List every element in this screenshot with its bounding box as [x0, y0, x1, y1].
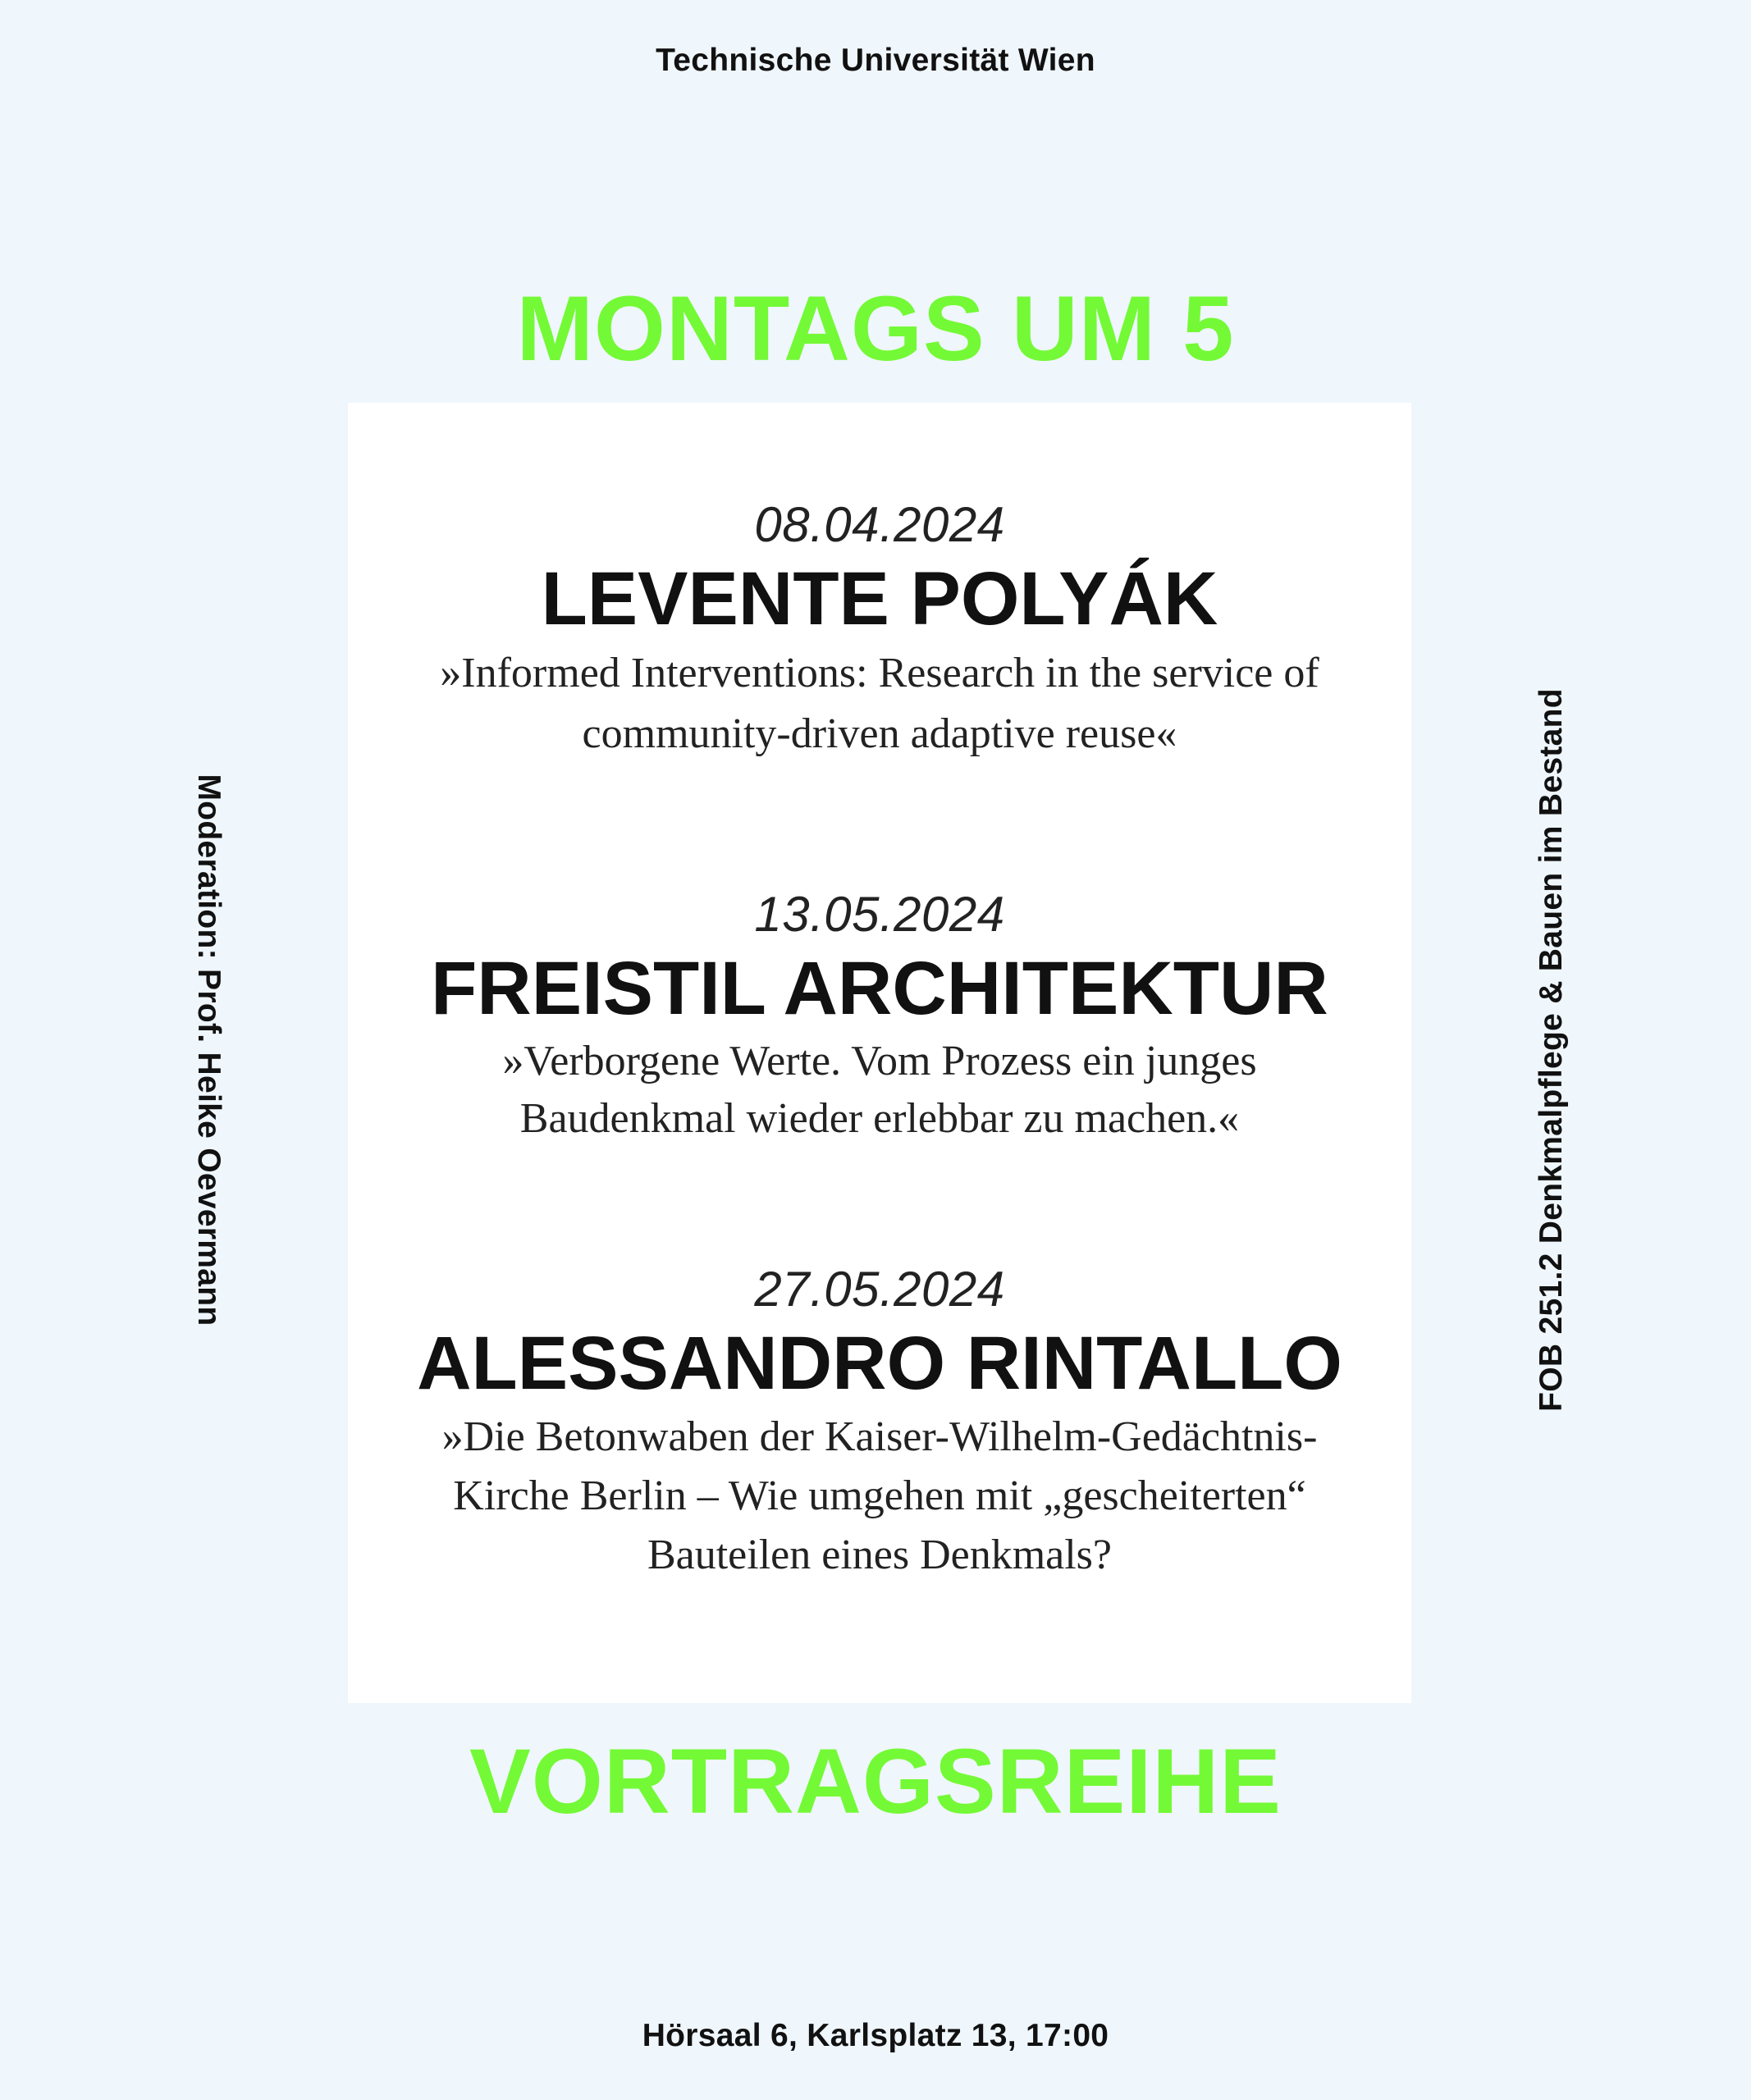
event-title [348, 643, 1411, 765]
institution-name: Technische Universität Wien [656, 43, 1095, 78]
event-speaker: FREISTIL ARCHITEKTUR [431, 947, 1328, 1030]
event-title [348, 1033, 1411, 1148]
event-speaker: LEVENTE POLYÁK [541, 557, 1218, 641]
event-title-line: Bauteilen eines Denkmals? [647, 1532, 1113, 1578]
event-2 [348, 887, 1411, 1148]
event-title-line: »Verborgene Werte. Vom Prozess ein junges [502, 1038, 1257, 1084]
event-1 [348, 497, 1411, 765]
event-title [348, 1408, 1411, 1585]
event-date: 08.04.2024 [754, 497, 1005, 552]
event-date: 13.05.2024 [754, 887, 1005, 942]
event-title-line: Kirche Berlin – Wie umgehen mit „gescheiterten“ [453, 1472, 1306, 1519]
event-title-line: community-driven adaptive reuse« [582, 710, 1177, 757]
event-speaker: ALESSANDRO RINTALLO [417, 1322, 1342, 1405]
venue-info: Hörsaal 6, Karlsplatz 13, 17:00 [642, 2018, 1109, 2053]
headline-vortragsreihe: VORTRAGSREIHE [469, 1730, 1282, 1833]
event-title-line: Baudenkmal wieder erlebbar zu machen.« [519, 1095, 1240, 1142]
event-title-line: »Informed Interventions: Research in the service of [440, 650, 1319, 696]
events-panel [348, 403, 1411, 1703]
moderation-label: Moderation: Prof. Heike Oevermann [191, 774, 226, 1326]
department-label: FOB 251.2 Denkmalpflege & Bauen im Bestand [1534, 688, 1569, 1412]
headline-montags-um-5: MONTAGS UM 5 [516, 277, 1235, 380]
event-3 [348, 1262, 1411, 1585]
event-date: 27.05.2024 [754, 1262, 1005, 1317]
event-title-line: »Die Betonwaben der Kaiser-Wilhelm-Gedächtnis- [441, 1413, 1318, 1460]
